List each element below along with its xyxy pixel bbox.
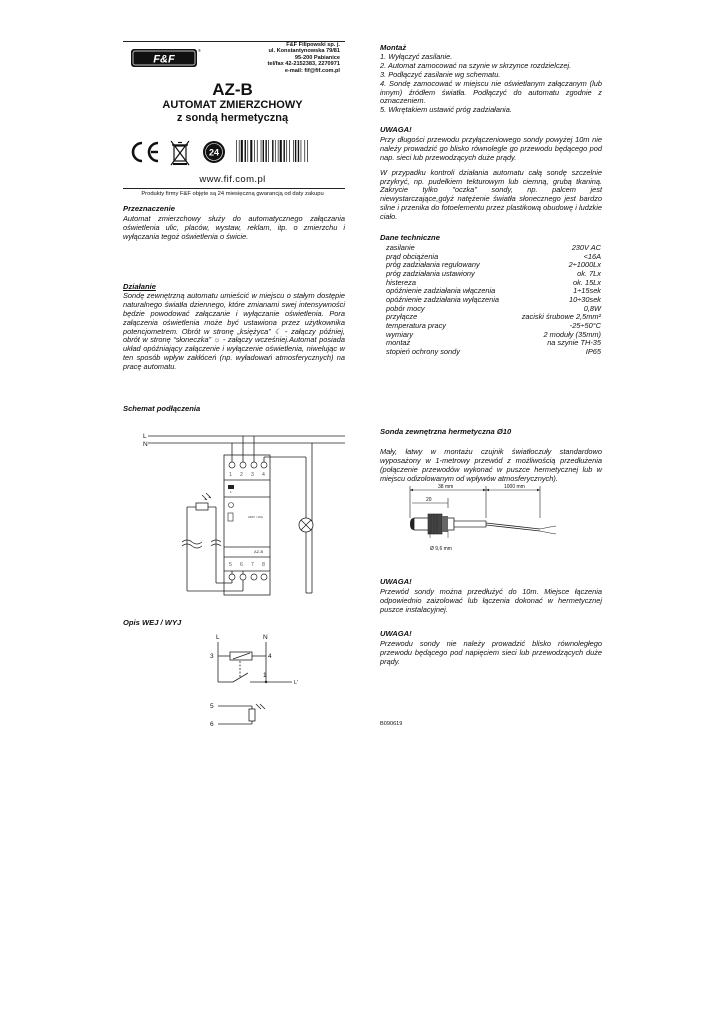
- website-url: www.fif.com.pl: [199, 174, 266, 185]
- ff-logo: [130, 47, 200, 69]
- moon-icon: ☾: [274, 326, 282, 336]
- spec-key: przyłącze: [386, 312, 418, 322]
- barcode-icon: [236, 140, 308, 162]
- montaz-step: 4. Sondę zamocować w miejscu nie oświetlanym załączanym (lub innym) źródłem światła. Podłączyć do automatu zgodnie z oznaczeniem.: [380, 78, 602, 106]
- dzialanie-section: [123, 282, 345, 372]
- io-pin-4: 4: [268, 653, 272, 660]
- uwaga1-text-2: W przypadku kontroli działania automatu całą sondę szczelnie przykryć, np. pudełkiem tekturowym lub ciemną, grubą tkaniną. Zakrycie tylko "oczka" sondy, np. palcem jest niewystarczające,gdyż natężenie światła słonecznego jest bardzo silne i przenika do fotoelementu przez plastikową obudowę i ludzkie ciało.: [380, 167, 602, 222]
- probe-drawing: [400, 478, 580, 558]
- montaz-steps: [380, 53, 602, 115]
- company-phone: tel/fax 42-2152383, 2270971: [267, 61, 340, 68]
- dzialanie-heading: Działanie: [123, 282, 156, 291]
- uwaga2-text: Przewód sondy można przedłużyć do 10m. Miejsce łączenia odpowiednio zaizolować lub łączenia dokonać w hermetycznej puszce instalacyjnej.: [380, 587, 602, 614]
- spec-key: histereza: [386, 277, 416, 287]
- device-spec: 230V / 16A: [248, 515, 263, 519]
- warranty-24-badge-icon: [203, 141, 225, 163]
- terminal-screw-icon: [240, 574, 246, 580]
- sun-icon: ☼: [213, 335, 221, 345]
- subtitle-line-2: z sondą hermetyczną: [176, 111, 289, 124]
- company-city: 95-200 Pabianice: [294, 54, 340, 61]
- logo-text: F&F: [153, 53, 175, 66]
- company-name: F&F Filipowski sp. j.: [286, 42, 340, 48]
- montaz-section: [380, 43, 602, 115]
- schemat-heading: Schemat podłączenia: [123, 404, 201, 413]
- spec-value: 10÷30sek: [569, 295, 601, 305]
- io-Lprime: L': [294, 680, 299, 686]
- probe-body-icon: [410, 514, 556, 534]
- spec-value: 2 moduły (35mm): [543, 329, 601, 339]
- spec-value: 1÷15sek: [573, 286, 601, 296]
- spec-key: pobór mocy: [386, 303, 425, 313]
- dim-phi: Ø 9,6 mm: [430, 546, 452, 552]
- uwaga3-heading: UWAGA!: [380, 629, 412, 638]
- photo-sensor-icon: [196, 493, 211, 510]
- spec-row: [386, 348, 601, 357]
- terminal-label: 5: [229, 562, 232, 568]
- terminal-label: 2: [240, 472, 243, 478]
- company-street: ul. Konstantynowska 79/81: [268, 48, 340, 55]
- spec-value: ok. 15Lx: [573, 277, 601, 287]
- uwaga3-section: [380, 629, 602, 667]
- spec-value: 0,8W: [583, 303, 601, 313]
- io-pin-3: 3: [210, 653, 214, 660]
- terminal-label: 7: [251, 562, 254, 568]
- warranty-note: Produkty firmy F&F objęte są 24 miesięczną gwarancją od daty zakupu: [141, 191, 324, 197]
- subtitle-line-1: AUTOMAT ZMIERZCHOWY: [162, 99, 303, 111]
- sonda-heading: Sonda zewnętrzna hermetyczna Ø10: [380, 427, 512, 436]
- sonda-text: Mały, łatwy w montażu czujnik światłoczuły standardowo wyposażony w 1-metrowy przewód z możliwością przedłużenia (połączenie przewodów wykonać w puszce hermetycznej lub w miejscu odizolowanym od wpływów atmosferycznych).: [380, 447, 602, 483]
- product-code: AZ-B: [212, 80, 253, 99]
- montaz-step: 5. Wkrętakiem ustawić próg zadziałania.: [380, 105, 512, 115]
- spec-key: temperatura pracy: [386, 321, 446, 331]
- dim-20: 20: [426, 497, 432, 503]
- dim-1000: 1000 mm: [504, 484, 525, 490]
- terminal-screw-icon: [229, 574, 235, 580]
- przeznaczenie-heading: Przeznaczenie: [123, 204, 175, 213]
- certification-row: [128, 137, 348, 171]
- lamp-icon: [299, 518, 313, 532]
- spec-value: -25÷50°C: [569, 321, 601, 331]
- przeznaczenie-section: [123, 204, 345, 242]
- uwaga1-section: [380, 125, 602, 222]
- uwaga1-heading: UWAGA!: [380, 125, 412, 134]
- io-L-label: L: [216, 634, 220, 641]
- warranty-rule: [123, 188, 345, 189]
- company-email: e-mail: fif@fif.com.pl: [284, 67, 340, 74]
- terminal-label: 1: [229, 472, 232, 478]
- spec-row: [386, 270, 601, 279]
- terminal-screw-icon: [229, 462, 235, 468]
- uwaga3-text: Przewodu sondy nie należy prowadzić blisko równoległego przewodu będącego pod napięciem sieci lub przewodzących duże prądy.: [380, 639, 602, 666]
- spec-value: 230V AC: [571, 243, 601, 253]
- company-address: [240, 42, 340, 74]
- terminal-screw-icon: [251, 462, 257, 468]
- svg-text:®: ®: [198, 48, 201, 53]
- terminal-screw-icon: [251, 574, 257, 580]
- io-pin-1: 1: [263, 672, 267, 679]
- montaz-step: 3. Podłączyć zasilanie wg schematu.: [380, 69, 501, 79]
- document-code: B090619: [380, 721, 403, 727]
- device-label: AZ-B: [254, 549, 264, 554]
- uwaga2-heading: UWAGA!: [380, 577, 412, 586]
- terminal-screw-icon: [261, 574, 267, 580]
- spec-value: 2÷1000Lx: [568, 260, 601, 270]
- io-pin-6: 6: [210, 721, 214, 728]
- terminal-top-1: 1: [230, 490, 232, 494]
- spec-table: [386, 244, 601, 357]
- dzialanie-text: [123, 292, 345, 372]
- uwaga1-text-1: Przy długości przewodu przyłączeniowego sondy powyżej 10m nie należy prowadzić go blisko równolegle go przewodu będącego pod nap. sieci lub przewodzących duże prądy.: [380, 135, 602, 162]
- io-pin-5: 5: [210, 703, 214, 710]
- spec-value: <16A: [583, 251, 601, 261]
- io-diagram: [200, 632, 310, 732]
- terminal-label: 3: [251, 472, 254, 478]
- montaz-heading: Montaż: [380, 43, 407, 52]
- spec-value: na szynie TH-35: [547, 338, 601, 348]
- sonda-section: [380, 427, 602, 484]
- dzialanie-text-c: - załączy wcześniej.Automat posiada układ opóźniający załączenie i wyłączenie oświetlenia, niwelując w ten sposób wpływ zakłóceń (np. wyładowań atmosferycznych) na pracę automatu.: [123, 335, 345, 372]
- opis-heading: Opis WEJ / WYJ: [123, 618, 182, 627]
- spec-key: montaż: [386, 338, 411, 348]
- terminal-label: 4: [262, 472, 265, 478]
- spec-key: opóźnienie zadziałania włączenia: [386, 286, 496, 296]
- dim-38: 38 mm: [438, 484, 454, 490]
- dane-section: [380, 233, 602, 357]
- spec-key: opóźnienie zadziałania wyłączenia: [386, 295, 499, 305]
- spec-value: IP65: [585, 346, 601, 356]
- terminal-screw-icon: [261, 462, 267, 468]
- spec-key: próg zadziałania ustawiony: [386, 269, 475, 279]
- spec-key: wymiary: [386, 329, 414, 339]
- spec-key: prąd obciążenia: [386, 251, 439, 261]
- terminal-label: 6: [240, 562, 243, 568]
- spec-key: stopień ochrony sondy: [386, 346, 460, 356]
- badge-24-text: 24: [208, 147, 220, 158]
- io-N-label: N: [263, 634, 268, 641]
- spec-key: próg zadziałania regulowany: [386, 260, 480, 270]
- montaz-step: 1. Wyłączyć zasilanie.: [380, 52, 453, 62]
- terminal-screw-icon: [240, 462, 246, 468]
- dane-heading: Dane techniczne: [380, 233, 440, 242]
- montaz-step: 2. Automat zamocować na szynie w skrzynce rozdzielczej.: [380, 60, 572, 70]
- uwaga2-section: [380, 577, 602, 615]
- terminal-label: 8: [262, 562, 265, 568]
- przeznaczenie-text: Automat zmierzchowy służy do automatycznego załączania oświetlenia ulic, placów, wystaw, reklam, itp. o zmierzchu i wyłączania tegoż oświetlenia o świcie.: [123, 214, 345, 241]
- dzialanie-text-b: - załączy później, obrót w stronę “słoneczka”: [123, 326, 345, 345]
- spec-value: zaciski śrubowe 2,5mm²: [521, 312, 601, 322]
- cable-break-icon: [182, 540, 221, 548]
- wiring-diagram: [130, 425, 350, 605]
- dzialanie-text-a: Sondę zewnętrzną automatu umieścić w miejscu o stałym dostępie naturalnego światła dziennego, które zmianami swej intensywności będzie powodować załączanie i wyłączanie oświetlenia. Pora załączenia oświetlenia może być ustawiona przez użytkownika potencjometrem. Obrót w stronę „księżyca”: [123, 291, 345, 336]
- spec-key: zasilanie: [386, 243, 415, 253]
- line-N-label: N: [143, 441, 148, 448]
- spec-value: ok. 7Lx: [577, 269, 601, 279]
- ce-mark-icon: [133, 143, 158, 161]
- weee-bin-icon: [171, 141, 189, 165]
- product-subtitle: [120, 99, 345, 124]
- line-L-label: L: [143, 433, 147, 440]
